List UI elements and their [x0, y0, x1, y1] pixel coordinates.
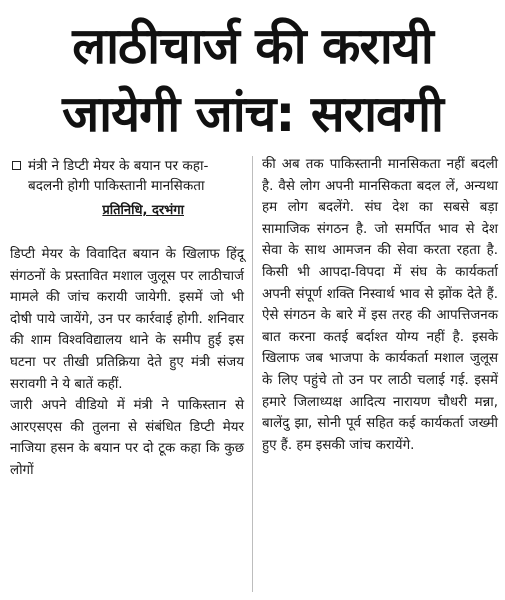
right-column-body: [262, 154, 498, 456]
subheading: [10, 156, 244, 196]
left-paragraph-2: जारी अपने वीडियो में मंत्री ने पाकिस्तान से आरएसएस की तुलना से संबंधित डिप्टी मेयर नाजिया हसन के बयान पर दो टूक कहा कि कुछ लोगों: [10, 398, 244, 478]
left-column: [10, 154, 244, 482]
byline: प्रतिनिधि, दरभंगा: [102, 203, 184, 218]
left-paragraph-1: डिप्टी मेयर के विवादित बयान के खिलाफ हिंदू संगठनों के प्रस्तावित मशाल जुलूस पर लाठीचार्ज मामले की जांच करायी जायेगी. इसमें जो भी दोषी पाये जायेंगे, उन पर कार्रवाई होगी. शनिवार की शाम विश्वविद्यालय थाने के समीप हुई इस घटना पर तीखी प्रतिक्रिया देते हुए मंत्री संजय सरावगी ने ये बातें कहीं.: [10, 247, 244, 392]
left-column-body: [10, 244, 244, 482]
right-paragraph-1: की अब तक पाकिस्तानी मानसिकता नहीं बदली है. वैसे लोग अपनी मानसिकता बदल लें, अन्यथा हम लोग बदलेंगे. संघ देश का सबसे बड़ा सामाजिक संगठन है. जो समर्पित भाव से देश सेवा के साथ आमजन की सेवा करता रहता है. किसी भी आपदा-विपदा में संघ के कार्यकर्ता अपनी संपूर्ण शक्ति निस्वार्थ भाव से झोंक देते हैं. ऐसे संगठन के बारे में इस तरह की आपत्तिजनक बात करना कतई बर्दाश्त योग्य नहीं है. इसके खिलाफ जब भाजपा के कार्यकर्ता मशाल जुलूस के लिए पहुंचे तो उन पर लाठी चलाई गई. इसमें हमारे जिलाध्यक्ष आदित्य नारायण चौधरी मन्ना, बालेंदु झा, सोनी पूर्व सहित कई कार्यकर्ता जख्मी हुए हैं. हम इसकी जांच करायेंगे.: [262, 157, 498, 453]
headline-line-2: जायेगी जांच: सरावगी: [62, 85, 443, 143]
right-column: [262, 154, 498, 456]
checkbox-bullet-icon: [12, 161, 21, 170]
subheading-text: मंत्री ने डिप्टी मेयर के बयान पर कहा- बदलनी होगी पाकिस्तानी मानसिकता: [28, 158, 209, 194]
headline-line-1: लाठीचार्ज की करायी: [72, 17, 433, 75]
column-divider: [252, 156, 253, 592]
